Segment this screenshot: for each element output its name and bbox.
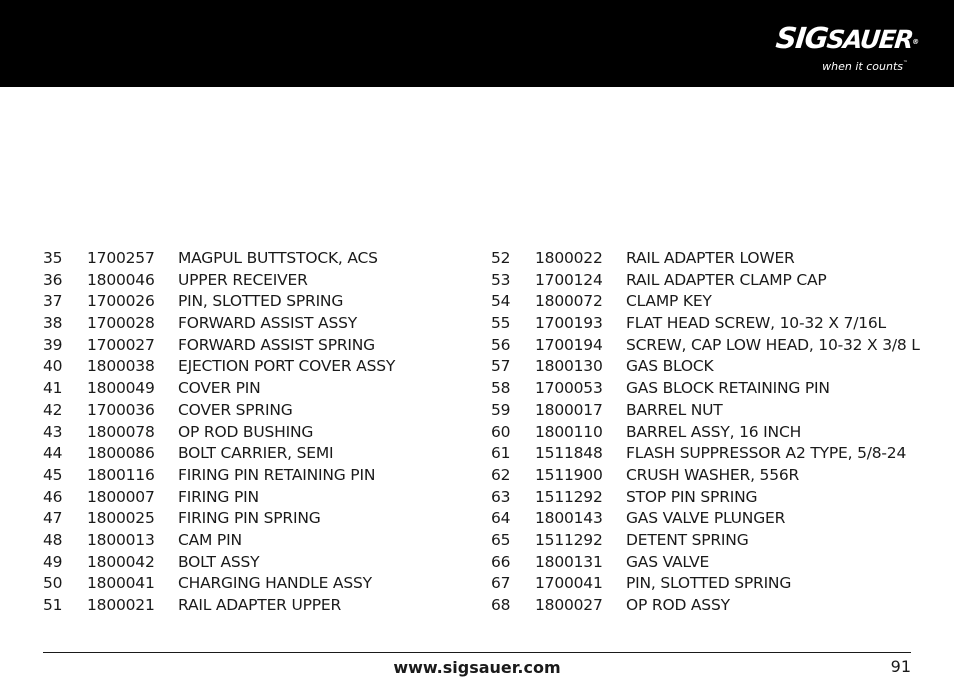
part-description: CLAMP KEY <box>626 292 712 311</box>
part-description: BARREL ASSY, 16 INCH <box>626 422 802 441</box>
part-description: CHARGING HANDLE ASSY <box>178 574 372 593</box>
part-description: BOLT CARRIER, SEMI <box>178 444 334 463</box>
footer-divider <box>43 652 911 653</box>
part-code: 1800025 <box>87 509 155 528</box>
part-number: 37 <box>43 292 63 311</box>
part-code: 1800021 <box>87 596 155 614</box>
part-number: 66 <box>491 552 511 571</box>
part-description: CRUSH WASHER, 556R <box>626 465 800 484</box>
part-code: 1800130 <box>535 357 603 376</box>
part-code: 1800042 <box>87 552 155 571</box>
part-description: GAS BLOCK RETAINING PIN <box>626 379 830 398</box>
part-code: 1800027 <box>535 596 603 614</box>
part-code: 1800072 <box>535 292 603 311</box>
part-number: 44 <box>43 444 63 463</box>
part-description: FIRING PIN SPRING <box>178 509 321 528</box>
part-number: 45 <box>43 465 63 484</box>
part-description: FORWARD ASSIST ASSY <box>178 314 358 333</box>
logo-tagline-text: when it counts <box>822 60 903 73</box>
part-description: OP ROD BUSHING <box>178 422 314 441</box>
part-number: 65 <box>491 530 511 549</box>
part-number: 64 <box>491 509 511 528</box>
part-description: FLAT HEAD SCREW, 10-32 X 7/16L <box>626 314 886 333</box>
part-code: 1511900 <box>535 465 603 484</box>
part-code: 1800131 <box>535 552 603 571</box>
part-number: 48 <box>43 530 63 549</box>
part-code: 1700041 <box>535 574 603 593</box>
part-description: SCREW, CAP LOW HEAD, 10-32 X 3/8 L <box>626 335 920 354</box>
part-number: 35 <box>43 249 63 267</box>
part-description: FIRING PIN RETAINING PIN <box>178 465 376 484</box>
logo-sig: SIG <box>774 21 829 55</box>
part-code: 1700027 <box>87 335 155 354</box>
part-code: 1800038 <box>87 357 155 376</box>
part-number: 51 <box>43 596 63 614</box>
part-number: 67 <box>491 574 511 593</box>
part-code: 1700124 <box>535 270 603 289</box>
part-code: 1800041 <box>87 574 155 593</box>
part-description: STOP PIN SPRING <box>626 487 758 506</box>
part-description: EJECTION PORT COVER ASSY <box>178 357 396 376</box>
part-code: 1800013 <box>87 530 155 549</box>
part-description: PIN, SLOTTED SPRING <box>626 574 792 593</box>
part-description: DETENT SPRING <box>626 530 749 549</box>
part-code: 1511848 <box>535 444 603 463</box>
part-code: 1800143 <box>535 509 603 528</box>
part-description: FLASH SUPPRESSOR A2 TYPE, 5/8-24 <box>626 444 907 463</box>
sig-sauer-logo <box>774 20 920 80</box>
logo-sauer: SAUER <box>825 25 914 54</box>
part-code: 1800049 <box>87 379 155 398</box>
part-number: 40 <box>43 357 63 376</box>
part-code: 1800046 <box>87 270 155 289</box>
part-description: GAS VALVE PLUNGER <box>626 509 786 528</box>
part-description: OP ROD ASSY <box>626 596 730 614</box>
part-description: COVER SPRING <box>178 400 293 419</box>
logo-trademark: ™ <box>903 60 908 66</box>
part-description: PIN, SLOTTED SPRING <box>178 292 344 311</box>
logo-wordmark <box>774 20 921 58</box>
part-code: 1800110 <box>535 422 603 441</box>
part-description: FIRING PIN <box>178 487 259 506</box>
part-number: 46 <box>43 487 63 506</box>
part-number: 52 <box>491 249 511 267</box>
part-description: UPPER RECEIVER <box>178 270 308 289</box>
part-description: FORWARD ASSIST SPRING <box>178 335 375 354</box>
part-number: 43 <box>43 422 63 441</box>
part-number: 58 <box>491 379 511 398</box>
part-number: 59 <box>491 400 511 419</box>
part-code: 1700036 <box>87 400 155 419</box>
part-number: 50 <box>43 574 63 593</box>
part-number: 54 <box>491 292 511 311</box>
header-bar <box>0 0 954 87</box>
part-number: 39 <box>43 335 63 354</box>
part-description: MAGPUL BUTTSTOCK, ACS <box>178 249 378 267</box>
part-number: 62 <box>491 465 511 484</box>
part-code: 1700053 <box>535 379 603 398</box>
part-number: 63 <box>491 487 511 506</box>
logo-registered-mark: ® <box>911 38 920 46</box>
part-code: 1800078 <box>87 422 155 441</box>
part-description: RAIL ADAPTER CLAMP CAP <box>626 270 827 289</box>
part-code: 1700026 <box>87 292 155 311</box>
page-number: 91 <box>890 657 911 676</box>
part-number: 36 <box>43 270 63 289</box>
part-code: 1800022 <box>535 249 603 267</box>
part-number: 56 <box>491 335 511 354</box>
part-code: 1800007 <box>87 487 155 506</box>
part-description: COVER PIN <box>178 379 261 398</box>
logo-tagline <box>822 60 908 73</box>
part-number: 68 <box>491 596 511 614</box>
part-description: GAS VALVE <box>626 552 710 571</box>
part-code: 1700257 <box>87 249 155 267</box>
part-code: 1800116 <box>87 465 155 484</box>
part-code: 1700193 <box>535 314 603 333</box>
part-description: RAIL ADAPTER UPPER <box>178 596 342 614</box>
part-description: RAIL ADAPTER LOWER <box>626 249 795 267</box>
part-number: 47 <box>43 509 63 528</box>
part-number: 57 <box>491 357 511 376</box>
part-code: 1800017 <box>535 400 603 419</box>
part-description: BARREL NUT <box>626 400 723 419</box>
part-code: 1700028 <box>87 314 155 333</box>
part-description: BOLT ASSY <box>178 552 260 571</box>
part-code: 1700194 <box>535 335 603 354</box>
footer-website-link[interactable]: www.sigsauer.com <box>393 658 561 677</box>
part-description: GAS BLOCK <box>626 357 714 376</box>
part-number: 38 <box>43 314 63 333</box>
part-number: 55 <box>491 314 511 333</box>
part-number: 60 <box>491 422 511 441</box>
part-number: 42 <box>43 400 63 419</box>
part-number: 61 <box>491 444 511 463</box>
part-number: 53 <box>491 270 511 289</box>
part-number: 49 <box>43 552 63 571</box>
part-code: 1800086 <box>87 444 155 463</box>
part-number: 41 <box>43 379 63 398</box>
part-code: 1511292 <box>535 530 603 549</box>
part-description: CAM PIN <box>178 530 242 549</box>
part-code: 1511292 <box>535 487 603 506</box>
